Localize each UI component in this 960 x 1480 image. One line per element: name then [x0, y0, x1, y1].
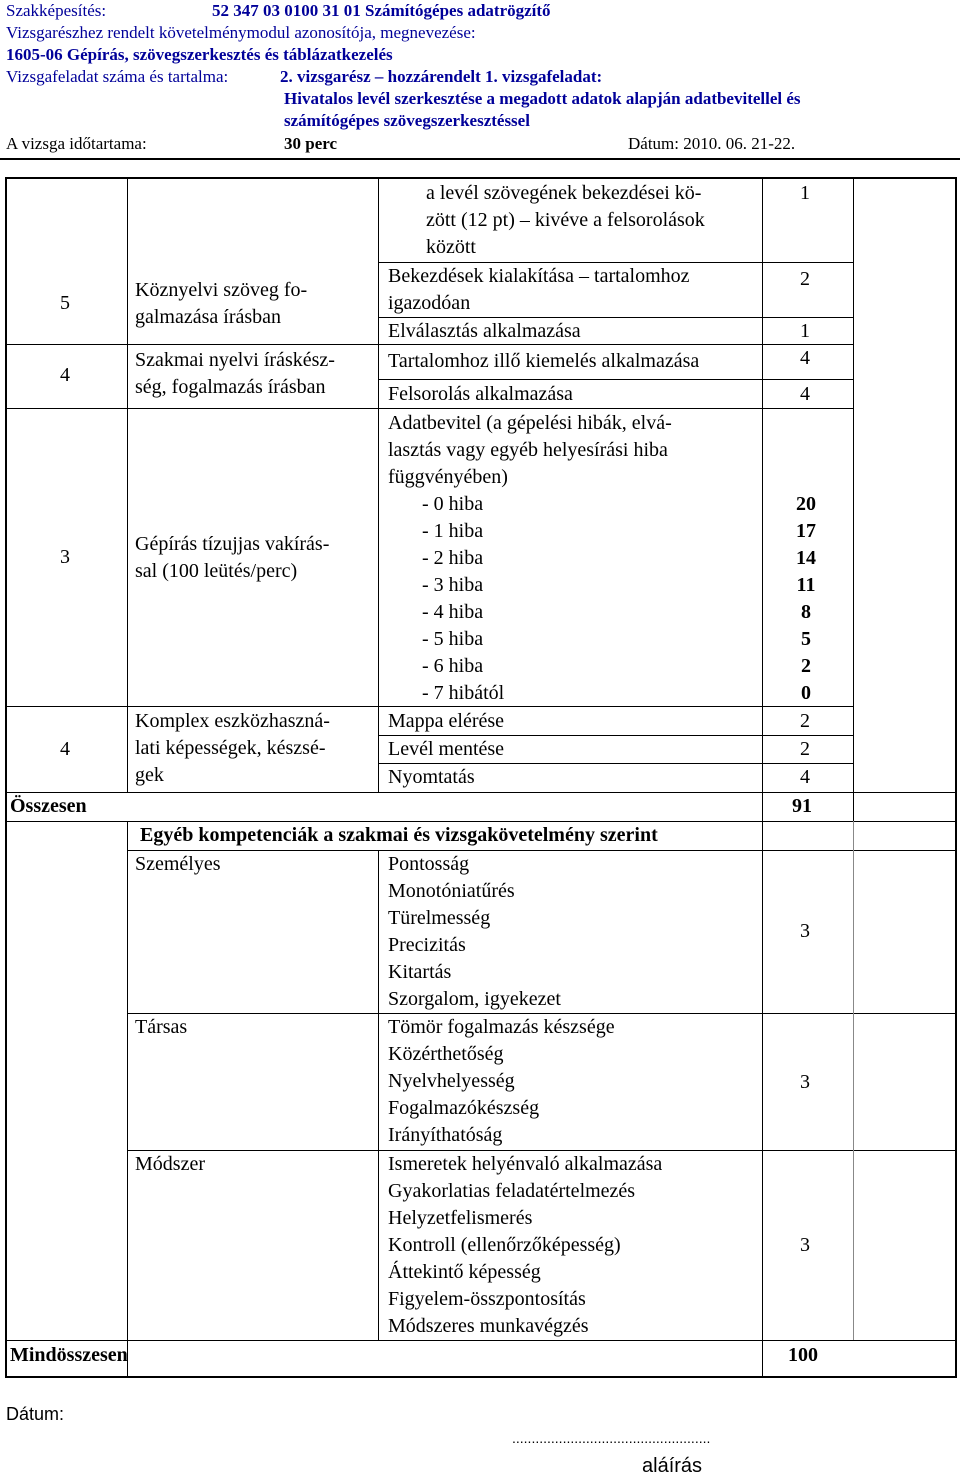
list-item: Kontroll (ellenőrzőképesség) [388, 1234, 621, 1256]
social-points: 3 [800, 1071, 810, 1093]
list-item: 20 [796, 493, 816, 515]
row-a-desc: a levél szövegének bekezdései kö- zött (12 pt) – kivéve a felsorolások között [426, 182, 705, 258]
list-item: Irányíthatóság [388, 1124, 503, 1146]
row-c-points: 1 [800, 320, 810, 342]
footer-date-label: Dátum: [6, 1404, 65, 1424]
module-label: Vizsgarészhez rendelt követelménymodul azonosítója, megnevezése: [6, 23, 476, 42]
row-c-desc: Elválasztás alkalmazása [388, 320, 581, 342]
task-desc-2: számítógépes szövegszerkesztéssel [284, 111, 530, 130]
task-value: 2. vizsgarész – hozzárendelt 1. vizsgafeladat: [280, 67, 603, 86]
personal-label: Személyes [135, 853, 221, 875]
row-f-desc: Mappa elérése [388, 710, 505, 732]
group1-competence: Köznyelvi szöveg fo- galmazása írásban [135, 279, 308, 328]
list-item: Pontosság [388, 853, 470, 875]
table-left-border [5, 177, 7, 1378]
method-label: Módszer [135, 1153, 205, 1175]
list-item: Áttekintő képesség [388, 1261, 541, 1283]
list-item: 5 [801, 628, 811, 650]
col-divider-2 [378, 177, 379, 792]
group4-competence: Komplex eszközhaszná- lati képességek, készsé- gek [135, 710, 330, 786]
list-item: Közérthetőség [388, 1043, 504, 1065]
method-list [388, 1151, 662, 1340]
grand-total-value: 100 [788, 1344, 818, 1366]
list-item: 0 [801, 682, 811, 704]
list-item: Tömör fogalmazás készsége [388, 1016, 615, 1038]
table-top-border [5, 177, 957, 179]
row-b-desc: Bekezdések kialakítása – tartalomhoz igazodóan [388, 265, 690, 314]
row-h-desc: Nyomtatás [388, 766, 475, 788]
signature-line: ................................................... [512, 1430, 711, 1446]
duration-value: 30 perc [284, 134, 338, 153]
list-item: Módszeres munkavégzés [388, 1315, 589, 1337]
social-label: Társas [135, 1016, 188, 1038]
list-item: - 7 hibától [422, 682, 505, 704]
list-item: Kitartás [388, 961, 452, 983]
list-item: Szorgalom, igyekezet [388, 988, 561, 1010]
list-item: - 3 hiba [422, 574, 484, 596]
row-g-points: 2 [800, 738, 810, 760]
list-item: 8 [801, 601, 811, 623]
col-divider-3 [762, 177, 763, 1376]
typing-desc: Adatbevitel (a gépelési hibák, elvá- lasztás vagy egyéb helyesírási hiba függvényében) [388, 412, 672, 488]
typing-error-list [422, 491, 504, 707]
qualification-line [6, 0, 551, 22]
group1-number: 5 [60, 292, 70, 314]
list-item: 17 [796, 520, 816, 542]
col-divider-4 [853, 177, 854, 821]
list-item: 14 [796, 547, 816, 569]
list-item: Türelmesség [388, 907, 491, 929]
row-divider [5, 792, 957, 793]
col-divider-1 [127, 177, 128, 792]
list-item: Gyakorlatias feladatértelmezés [388, 1180, 636, 1202]
list-item: - 1 hiba [422, 520, 484, 542]
col-divider-5 [127, 821, 128, 1376]
list-item: Fogalmazókészség [388, 1097, 540, 1119]
list-item: Helyzetfelismerés [388, 1207, 533, 1229]
grand-total-label: Mindösszesen [10, 1344, 128, 1366]
personal-points: 3 [800, 920, 810, 942]
list-item: - 4 hiba [422, 601, 484, 623]
row-e-points: 4 [800, 383, 810, 405]
list-item: Ismeretek helyénvaló alkalmazása [388, 1153, 663, 1175]
list-item: - 2 hiba [422, 547, 484, 569]
total-label: Összesen [10, 795, 87, 817]
list-item: Monotóniatűrés [388, 880, 515, 902]
exam-date: Dátum: 2010. 06. 21-22. [628, 134, 796, 153]
row-f-points: 2 [800, 710, 810, 732]
duration-label: A vizsga időtartama: [6, 134, 147, 153]
task-label: Vizsgafeladat száma és tartalma: [6, 67, 229, 86]
list-item: - 6 hiba [422, 655, 484, 677]
row-divider [378, 379, 853, 380]
group3-number: 3 [60, 546, 70, 568]
typing-points-list [790, 491, 822, 707]
group3-competence: Gépírás tízujjas vakírás- sal (100 leütés/perc) [135, 533, 330, 582]
list-item: 11 [796, 574, 816, 596]
group2-competence: Szakmai nyelvi íráskész- ség, fogalmazás írásban [135, 349, 335, 398]
signature-label: aláírás [642, 1455, 703, 1477]
row-divider [5, 408, 853, 409]
list-item: 2 [801, 655, 811, 677]
module-value: 1605-06 Gépírás, szövegszerkesztés és táblázatkezelés [6, 45, 393, 64]
other-competences-heading: Egyéb kompetenciák a szakmai és vizsgakövetelmény szerint [140, 824, 658, 846]
total-value: 91 [792, 795, 812, 817]
qualification-value: 52 347 03 0100 31 01 Számítógépes adatrögzítő [212, 1, 551, 20]
row-g-desc: Levél mentése [388, 738, 505, 760]
header-divider [0, 158, 960, 160]
group4-number: 4 [60, 738, 70, 760]
list-item: Nyelvhelyesség [388, 1070, 515, 1092]
table-right-border [955, 177, 957, 1378]
row-e-desc: Felsorolás alkalmazása [388, 383, 573, 405]
row-d-points: 4 [800, 347, 810, 369]
personal-list [388, 851, 561, 1013]
list-item: Precizitás [388, 934, 466, 956]
list-item: - 0 hiba [422, 493, 484, 515]
qualification-label: Szakképesítés: [6, 1, 107, 20]
task-line [6, 66, 946, 88]
list-item: Figyelem-összpontosítás [388, 1288, 586, 1310]
row-a-points: 1 [800, 182, 810, 204]
empty-col-divider [853, 821, 854, 1340]
method-points: 3 [800, 1234, 810, 1256]
row-b-points: 2 [800, 268, 810, 290]
row-divider [5, 1340, 957, 1341]
list-item: - 5 hiba [422, 628, 484, 650]
duration-line [6, 133, 946, 155]
row-h-points: 4 [800, 766, 810, 788]
row-d-desc: Tartalomhoz illő kiemelés alkalmazása [388, 350, 700, 372]
table-bottom-border [5, 1376, 957, 1378]
task-desc-1: Hivatalos levél szerkesztése a megadott adatok alapján adatbevitellel és [284, 89, 801, 108]
col-divider-6 [378, 850, 379, 1341]
group2-number: 4 [60, 364, 70, 386]
social-list [388, 1014, 615, 1149]
